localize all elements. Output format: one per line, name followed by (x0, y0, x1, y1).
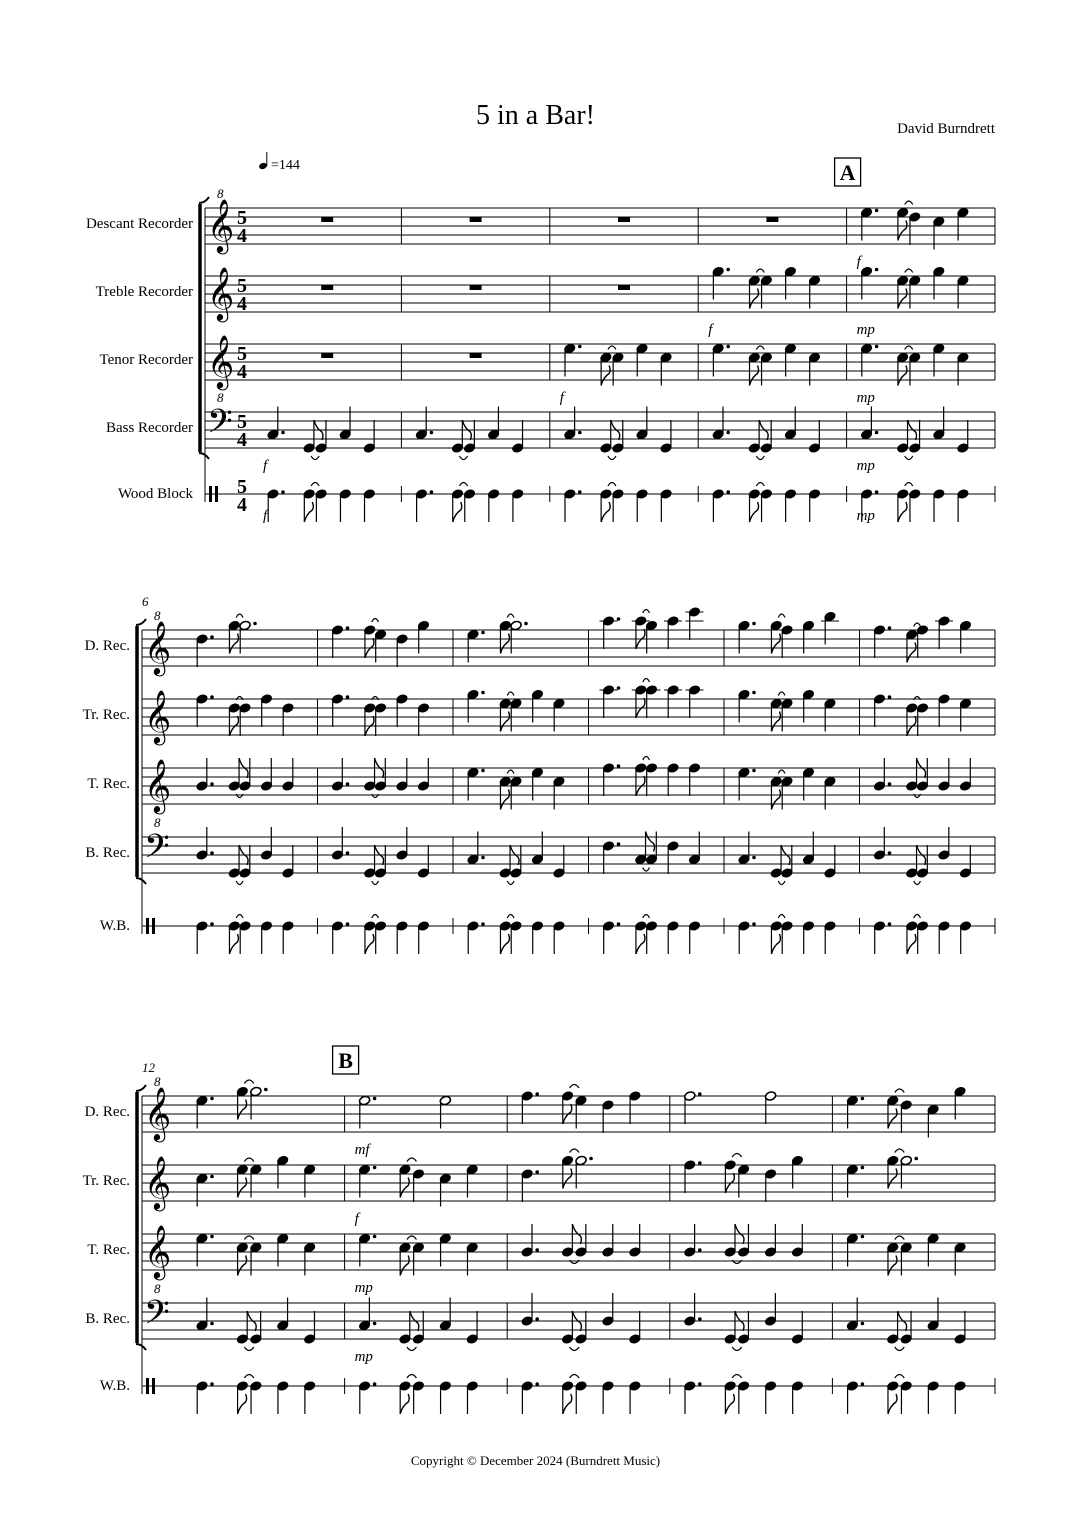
augmentation-dot (210, 1175, 214, 1179)
octave-mark: 8 (154, 608, 161, 623)
tie (507, 915, 514, 919)
tie (244, 1080, 253, 1084)
percussion-clef-icon (152, 918, 155, 934)
eighth-flag (304, 502, 313, 522)
dynamic-marking: mf (354, 1142, 370, 1158)
augmentation-dot (589, 1157, 593, 1161)
system-bracket (136, 1344, 146, 1350)
augmentation-dot (253, 622, 257, 626)
augmentation-dot (373, 1097, 377, 1101)
eighth-flag (750, 289, 759, 309)
instrument-label: Wood Block (117, 486, 193, 502)
treble-clef-icon: 𝄞 (144, 620, 172, 674)
eighth-flag (898, 289, 907, 309)
augmentation-dot (346, 782, 350, 786)
tie (311, 456, 319, 460)
tie (570, 1375, 579, 1379)
measure-number: 6 (142, 594, 149, 609)
whole-rest-icon (618, 217, 630, 222)
tie (643, 915, 650, 919)
time-sig-top: 5 (237, 207, 247, 229)
treble-clef-icon: 𝄞 (144, 758, 172, 812)
percussion-clef-icon (152, 1378, 155, 1394)
time-sig-bottom: 4 (237, 494, 247, 516)
whole-rest-icon (321, 217, 333, 222)
tie (643, 679, 650, 683)
eighth-flag (229, 934, 238, 954)
dynamic-marking: mp (354, 1349, 373, 1365)
eighth-flag (898, 366, 907, 386)
augmentation-dot (698, 1161, 702, 1165)
system-2 (83, 594, 995, 954)
augmentation-dot (875, 268, 879, 272)
eighth-flag (400, 1256, 409, 1276)
augmentation-dot (535, 1170, 539, 1174)
eighth-flag (365, 934, 374, 954)
instrument-label: T. Rec. (87, 1242, 130, 1258)
augmentation-dot (481, 631, 485, 635)
treble-clef-icon: 𝄞 (207, 334, 235, 388)
augmentation-dot (373, 1235, 377, 1239)
augmentation-dot (752, 922, 756, 926)
treble-clef-icon: 𝄞 (144, 1224, 172, 1278)
eighth-flag (563, 1394, 572, 1414)
augmentation-dot (752, 622, 756, 626)
eighth-flag (400, 1394, 409, 1414)
augmentation-dot (481, 769, 485, 773)
augmentation-dot (617, 842, 621, 846)
eighth-flag (907, 643, 916, 663)
instrument-label: W.B. (99, 1378, 130, 1394)
octave-mark: 8 (154, 1281, 161, 1296)
tie (756, 456, 764, 460)
bass-clef-icon: 𝄢 (144, 828, 170, 874)
augmentation-dot (726, 431, 730, 435)
tie (778, 770, 785, 774)
augmentation-dot (726, 268, 730, 272)
whole-rest-icon (321, 353, 333, 358)
tie (507, 770, 514, 774)
augmentation-dot (698, 1092, 702, 1096)
tie (778, 614, 785, 618)
tie (372, 619, 379, 623)
augmentation-dot (210, 1235, 214, 1239)
augmentation-dot (875, 209, 879, 213)
tie (778, 915, 785, 919)
tie (244, 1347, 253, 1351)
tie (236, 881, 243, 885)
augmentation-dot (752, 769, 756, 773)
augmentation-dot (861, 1382, 865, 1386)
treble-clef-icon: 𝄞 (144, 1086, 172, 1140)
augmentation-dot (578, 431, 582, 435)
tie (372, 915, 379, 919)
tie (732, 1347, 741, 1351)
octave-mark: 8 (217, 390, 224, 405)
treble-clef-icon: 𝄞 (144, 1155, 172, 1209)
instrument-label: B. Rec. (85, 845, 130, 861)
instrument-label: D. Rec. (84, 1104, 130, 1120)
tie (643, 757, 650, 761)
tie (236, 915, 243, 919)
tie (756, 346, 764, 350)
time-sig-top: 5 (237, 411, 247, 433)
eighth-flag (238, 1256, 247, 1276)
tie (914, 623, 921, 627)
tie (608, 346, 616, 350)
tie (507, 692, 514, 696)
augmentation-dot (617, 617, 621, 621)
time-sig-top: 5 (237, 275, 247, 297)
tie (905, 456, 913, 460)
percussion-clef-icon (215, 486, 218, 502)
measure-number: 12 (142, 1060, 155, 1075)
time-sig-bottom: 4 (237, 225, 247, 247)
augmentation-dot (698, 1382, 702, 1386)
augmentation-dot (726, 490, 730, 494)
eighth-flag (888, 1394, 897, 1414)
tie (895, 1375, 904, 1379)
system-1 (86, 158, 995, 524)
augmentation-dot (861, 1097, 865, 1101)
tie (643, 868, 650, 872)
augmentation-dot (210, 1322, 214, 1326)
augmentation-dot (210, 1382, 214, 1386)
eighth-flag (771, 634, 780, 654)
tie (732, 1154, 741, 1158)
eighth-flag (238, 1394, 247, 1414)
augmentation-dot (888, 695, 892, 699)
instrument-label: B. Rec. (85, 1311, 130, 1327)
eighth-flag (888, 1169, 897, 1189)
augmentation-dot (914, 1157, 918, 1161)
bass-clef-icon: 𝄢 (207, 403, 233, 449)
augmentation-dot (481, 856, 485, 860)
augmentation-dot (210, 782, 214, 786)
dynamic-marking: f (856, 254, 861, 270)
augmentation-dot (861, 1235, 865, 1239)
composer-name: David Burndrett (897, 121, 995, 137)
augmentation-dot (430, 431, 434, 435)
dynamic-marking: mp (354, 1280, 373, 1296)
tie (905, 269, 913, 273)
tie (570, 1347, 579, 1351)
tie (608, 483, 616, 487)
augmentation-dot (210, 922, 214, 926)
dynamic-marking: mp (856, 390, 875, 406)
augmentation-dot (210, 635, 214, 639)
tie (905, 483, 913, 487)
time-sig-bottom: 4 (237, 361, 247, 383)
tie (905, 346, 913, 350)
eighth-flag (453, 502, 462, 522)
rehearsal-mark: B (338, 1048, 353, 1073)
tie (914, 881, 921, 885)
tie (895, 1347, 904, 1351)
augmentation-dot (373, 1166, 377, 1170)
dynamic-marking: f (354, 1211, 359, 1227)
eighth-flag (725, 1394, 734, 1414)
eighth-flag (400, 1178, 409, 1198)
octave-mark: 8 (154, 1074, 161, 1089)
augmentation-dot (698, 1317, 702, 1321)
tie (570, 1149, 579, 1153)
augmentation-dot (752, 691, 756, 695)
augmentation-dot (578, 345, 582, 349)
instrument-label: Tenor Recorder (99, 352, 193, 368)
augmentation-dot (888, 626, 892, 630)
dynamic-marking: f (708, 322, 713, 338)
eighth-flag (500, 634, 509, 654)
whole-rest-icon (618, 285, 630, 290)
augmentation-dot (875, 345, 879, 349)
eighth-flag (750, 502, 759, 522)
tie (643, 610, 650, 614)
eighth-flag (500, 790, 509, 810)
eighth-flag (500, 712, 509, 732)
tempo-marking (258, 152, 300, 173)
tie (372, 881, 379, 885)
augmentation-dot (875, 431, 879, 435)
eighth-flag (771, 790, 780, 810)
eighth-flag (601, 502, 610, 522)
eighth-flag (500, 934, 509, 954)
time-sig-top: 5 (237, 476, 247, 498)
tie (570, 1085, 579, 1089)
eighth-flag (898, 221, 907, 241)
augmentation-dot (617, 764, 621, 768)
instrument-label: Bass Recorder (105, 420, 193, 436)
system-bracket (199, 453, 209, 459)
eighth-flag (563, 1169, 572, 1189)
tie (407, 1236, 416, 1240)
augmentation-dot (535, 1248, 539, 1252)
tie (311, 483, 319, 487)
augmentation-dot (430, 490, 434, 494)
eighth-flag (601, 366, 610, 386)
whole-rest-icon (470, 285, 482, 290)
tie (244, 1375, 253, 1379)
augmentation-dot (346, 695, 350, 699)
tie (756, 269, 764, 273)
octave-mark: 8 (217, 186, 224, 201)
dynamic-marking: f (559, 390, 564, 406)
whole-rest-icon (470, 217, 482, 222)
eighth-flag (907, 934, 916, 954)
augmentation-dot (888, 782, 892, 786)
tie (236, 614, 243, 618)
tie (895, 1149, 904, 1153)
instrument-label: T. Rec. (87, 776, 130, 792)
augmentation-dot (535, 1317, 539, 1321)
augmentation-dot (578, 490, 582, 494)
whole-rest-icon (766, 217, 778, 222)
augmentation-dot (875, 490, 879, 494)
tie (244, 1236, 253, 1240)
tie (507, 881, 514, 885)
tie (608, 456, 616, 460)
score-title: 5 in a Bar! (476, 100, 595, 131)
augmentation-dot (861, 1166, 865, 1170)
eighth-flag (898, 502, 907, 522)
tie (895, 1089, 904, 1093)
treble-clef-icon: 𝄞 (207, 266, 235, 320)
augmentation-dot (481, 691, 485, 695)
augmentation-dot (346, 922, 350, 926)
percussion-clef-icon (209, 486, 212, 502)
percussion-clef-icon (146, 1378, 149, 1394)
tie (407, 1347, 416, 1351)
copyright-notice: Copyright © December 2024 (Burndrett Music) (410, 1453, 661, 1468)
tie (905, 201, 913, 205)
treble-clef-icon: 𝄞 (207, 198, 235, 252)
instrument-label: Treble Recorder (95, 284, 193, 300)
tie (895, 1236, 904, 1240)
system-bracket (136, 878, 146, 884)
bass-clef-icon: 𝄢 (144, 1294, 170, 1340)
augmentation-dot (210, 851, 214, 855)
augmentation-dot (210, 695, 214, 699)
eighth-flag (888, 1256, 897, 1276)
eighth-flag (646, 832, 655, 852)
dynamic-marking: mp (856, 322, 875, 338)
instrument-label: Tr. Rec. (82, 707, 130, 723)
time-sig-top: 5 (237, 343, 247, 365)
augmentation-dot (617, 686, 621, 690)
whole-rest-icon (321, 285, 333, 290)
tie (756, 483, 764, 487)
instrument-label: Tr. Rec. (82, 1173, 130, 1189)
augmentation-dot (752, 856, 756, 860)
augmentation-dot (210, 1097, 214, 1101)
augmentation-dot (481, 922, 485, 926)
augmentation-dot (524, 622, 528, 626)
dynamic-marking: mp (856, 458, 875, 474)
eighth-flag (771, 934, 780, 954)
time-sig-bottom: 4 (237, 293, 247, 315)
tempo-value: =144 (271, 158, 300, 173)
eighth-flag (750, 366, 759, 386)
tie (778, 692, 785, 696)
dynamic-marking: f (263, 458, 268, 474)
augmentation-dot (726, 345, 730, 349)
octave-mark: 8 (154, 815, 161, 830)
augmentation-dot (281, 490, 285, 494)
tie (244, 1158, 253, 1162)
augmentation-dot (861, 1322, 865, 1326)
rehearsal-mark: A (839, 160, 856, 185)
treble-clef-icon: 𝄞 (144, 689, 172, 743)
augmentation-dot (698, 1248, 702, 1252)
augmentation-dot (535, 1382, 539, 1386)
tie (407, 1158, 416, 1162)
tie (732, 1375, 741, 1379)
eighth-flag (238, 1178, 247, 1198)
system-3 (83, 1046, 995, 1414)
augmentation-dot (373, 1322, 377, 1326)
dynamic-marking: f (263, 508, 268, 524)
augmentation-dot (888, 851, 892, 855)
augmentation-dot (373, 1382, 377, 1386)
percussion-clef-icon (146, 918, 149, 934)
augmentation-dot (535, 1092, 539, 1096)
augmentation-dot (346, 626, 350, 630)
eighth-flag (636, 934, 645, 954)
augmentation-dot (264, 1088, 268, 1092)
tie (460, 483, 468, 487)
time-sig-bottom: 4 (237, 429, 247, 451)
augmentation-dot (346, 851, 350, 855)
tie (778, 881, 785, 885)
tie (507, 614, 514, 618)
eighth-flag (771, 712, 780, 732)
tie (407, 1375, 416, 1379)
eighth-flag (238, 1100, 247, 1120)
instrument-label: Descant Recorder (85, 216, 193, 232)
tie (914, 915, 921, 919)
eighth-flag (229, 634, 238, 654)
dynamic-marking: mp (856, 508, 875, 524)
instrument-label: D. Rec. (84, 638, 130, 654)
augmentation-dot (617, 922, 621, 926)
augmentation-dot (281, 431, 285, 435)
eighth-flag (888, 1109, 897, 1129)
whole-rest-icon (470, 353, 482, 358)
augmentation-dot (888, 922, 892, 926)
instrument-label: W.B. (99, 918, 130, 934)
tie (460, 456, 468, 460)
